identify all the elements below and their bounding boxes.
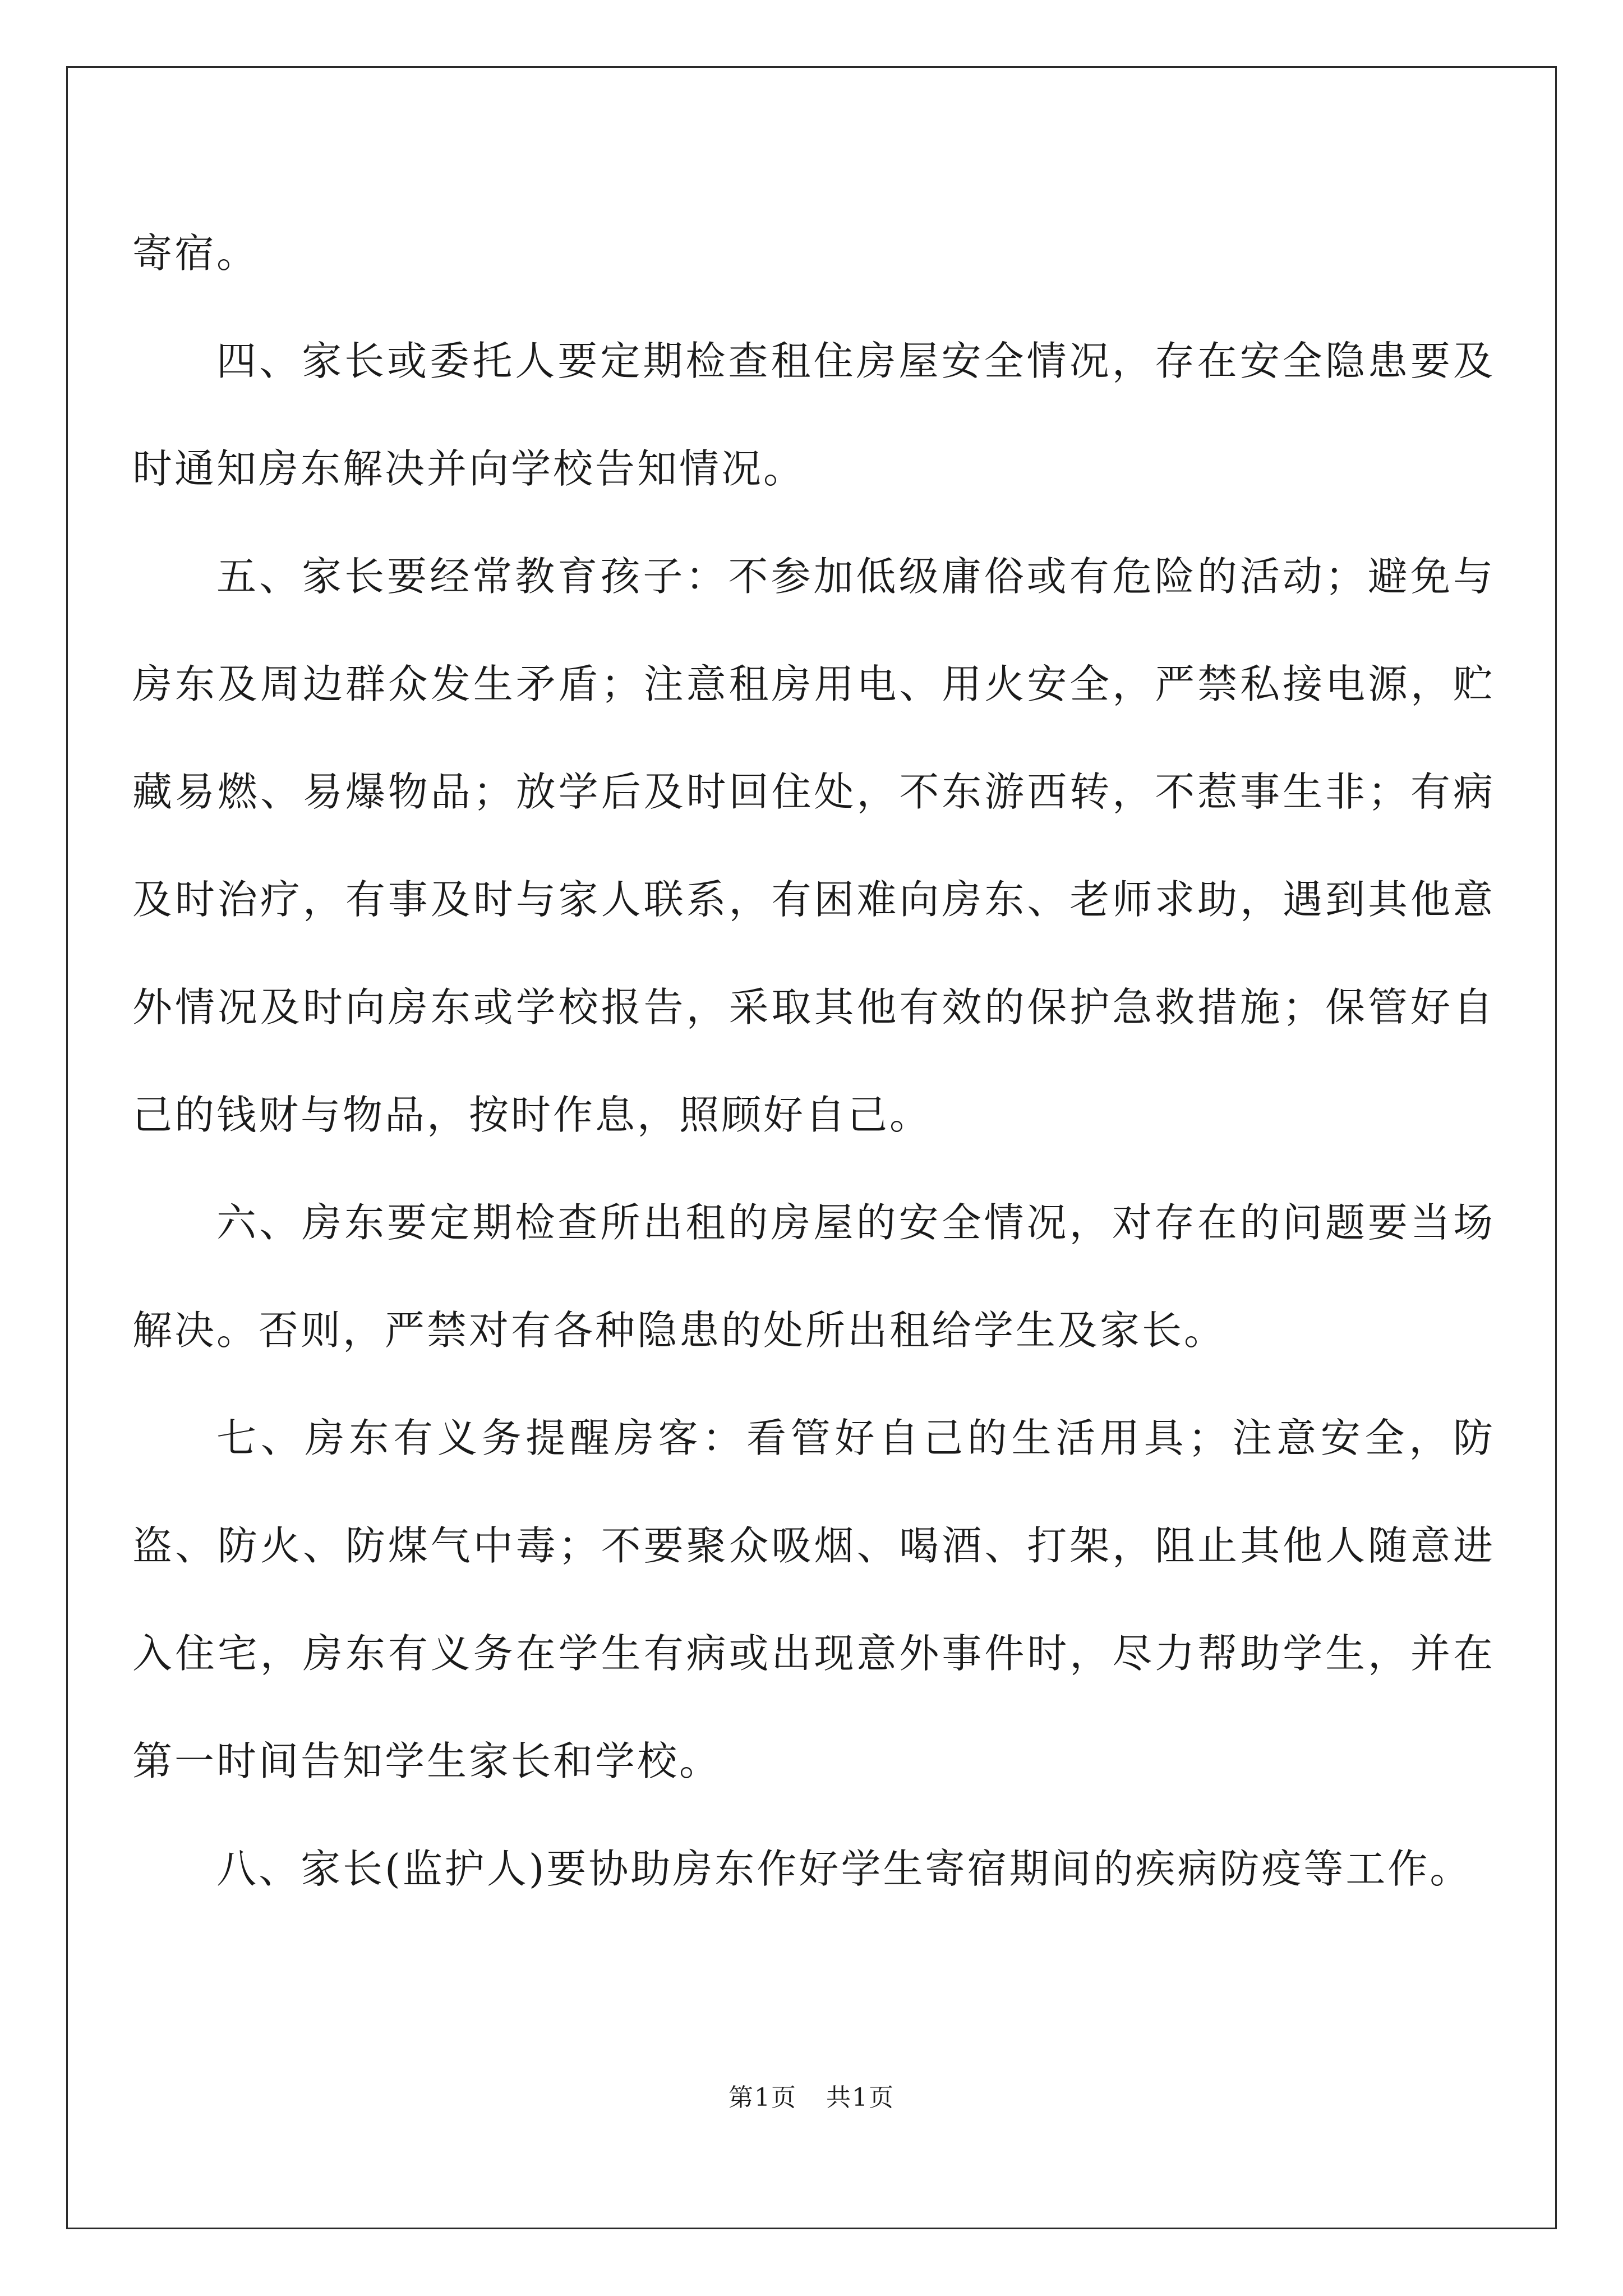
paragraph-clause-4: 四、家长或委托人要定期检查租住房屋安全情况，存在安全隐患要及时通知房东解决并向学校告知情况。	[132, 338, 1495, 492]
page-number-total: 共1页	[826, 2083, 895, 2112]
paragraph-clause-8: 八、家长(监护人)要协助房东作好学生寄宿期间的疾病防疫等工作。	[216, 1846, 1472, 1892]
page-footer	[0, 2081, 1623, 2115]
paragraph-clause-7: 七、房东有义务提醒房客：看管好自己的生活用具；注意安全，防盗、防火、防煤气中毒；不要聚众吸烟、喝酒、打架，阻止其他人随意进入住宅，房东有义务在学生有病或出现意外事件时，尽力帮助学生，并在第一时间告知学生家长和学校。	[132, 1415, 1495, 1784]
page-number-current: 第1页	[728, 2083, 797, 2112]
paragraph-clause-5: 五、家长要经常教育孩子：不参加低级庸俗或有危险的活动；避免与房东及周边群众发生矛盾；注意租房用电、用火安全，严禁私接电源，贮藏易燃、易爆物品；放学后及时回住处，不东游西转，不惹事生非；有病及时治疗，有事及时与家人联系，有困难向房东、老师求助，遇到其他意外情况及时向房东或学校报告，采取其他有效的保护急救措施；保管好自己的钱财与物品，按时作息，照顾好自己。	[132, 553, 1495, 1138]
paragraph-continuation: 寄宿。	[132, 230, 259, 277]
document-body	[132, 200, 1495, 1923]
paragraph-clause-6: 六、房东要定期检查所出租的房屋的安全情况，对存在的问题要当场解决。否则，严禁对有各种隐患的处所出租给学生及家长。	[132, 1199, 1495, 1354]
